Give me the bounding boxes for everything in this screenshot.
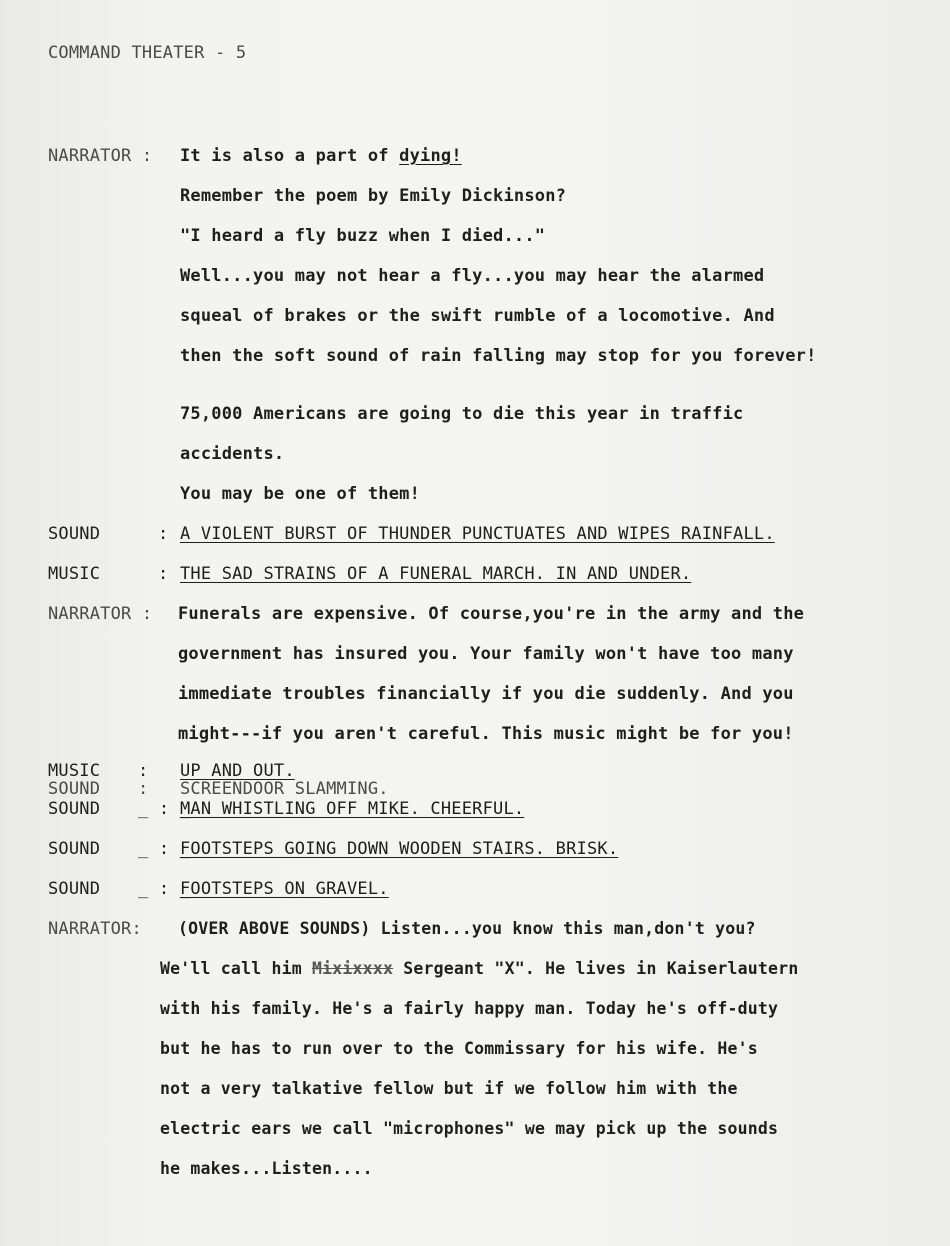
cue-label: SOUND	[48, 879, 101, 899]
narration-text: Sergeant "X". He lives in Kaiserlautern	[393, 959, 799, 978]
narration-line: but he has to run over to the Commissary for his wife. He's	[160, 1039, 758, 1058]
narrator-speaker-3: NARRATOR:	[48, 919, 142, 939]
narration-line: might---if you aren't careful. This music might be for you!	[178, 724, 794, 744]
narration-line: You may be one of them!	[180, 484, 421, 504]
narration-line: with his family. He's a fairly happy man. Today he's off-duty	[160, 999, 779, 1018]
cue-label: MUSIC	[48, 564, 101, 584]
struck-text: Mixixxxx	[312, 959, 394, 978]
cue-colon: :	[138, 779, 149, 799]
narration-line: Remember the poem by Emily Dickinson?	[180, 186, 567, 206]
cue-label: SOUND	[48, 779, 101, 799]
narration-line: "I heard a fly buzz when I died..."	[180, 226, 546, 246]
cue-label: SOUND	[48, 839, 101, 859]
narration-line: then the soft sound of rain falling may stop for you forever!	[180, 346, 817, 366]
cue-label: SOUND	[48, 799, 101, 819]
narration-line	[180, 145, 462, 167]
cue-text: THE SAD STRAINS OF A FUNERAL MARCH. IN AND UNDER.	[180, 564, 692, 584]
page-header: COMMAND THEATER - 5	[48, 43, 247, 63]
narration-line	[160, 958, 798, 980]
cue-colon: _ : _	[138, 799, 191, 819]
cue-colon: :	[158, 524, 169, 544]
emphasis-dying: dying!	[399, 146, 462, 166]
narration-text: It is also a part of	[180, 146, 400, 166]
cue-colon: _ : _	[138, 839, 191, 859]
cue-colon: :	[138, 761, 149, 781]
narrator-speaker-1: NARRATOR :	[48, 146, 153, 166]
narration-line: not a very talkative fellow but if we follow him with the	[160, 1079, 738, 1098]
narration-line: 75,000 Americans are going to die this year in traffic	[180, 404, 744, 424]
sound-cue	[48, 838, 618, 860]
narration-line: Well...you may not hear a fly...you may hear the alarmed	[180, 266, 765, 286]
cue-text: SCREENDOOR SLAMMING.	[180, 779, 389, 799]
narration-line: immediate troubles financially if you die suddenly. And you	[178, 684, 794, 704]
sound-cue	[48, 878, 389, 900]
music-cue	[48, 563, 691, 585]
cue-text: A VIOLENT BURST OF THUNDER PUNCTUATES AND WIPES RAINFALL.	[180, 524, 775, 544]
narration-line: Funerals are expensive. Of course,you're in the army and the	[178, 604, 805, 624]
cue-text: FOOTSTEPS GOING DOWN WOODEN STAIRS. BRISK.	[180, 839, 619, 859]
narration-line: squeal of brakes or the swift rumble of a locomotive. And	[180, 306, 775, 326]
sound-cue	[48, 798, 524, 820]
sound-cue	[48, 778, 389, 800]
cue-text: MAN WHISTLING OFF MIKE. CHEERFUL.	[180, 799, 525, 819]
cue-colon: _ : _	[138, 879, 191, 899]
cue-text: UP AND OUT.	[180, 761, 295, 781]
cue-label: SOUND	[48, 524, 101, 544]
narration-line: accidents.	[180, 444, 285, 464]
narration-line: (OVER ABOVE SOUNDS) Listen...you know this man,don't you?	[178, 919, 756, 938]
cue-label: MUSIC	[48, 761, 101, 781]
sound-cue	[48, 523, 775, 545]
narration-line: government has insured you. Your family won't have too many	[178, 644, 794, 664]
narration-line: he makes...Listen....	[160, 1159, 373, 1178]
cue-text: FOOTSTEPS ON GRAVEL.	[180, 879, 389, 899]
cue-colon: :	[158, 564, 169, 584]
narrator-speaker-2: NARRATOR :	[48, 604, 153, 624]
narration-text: We'll call him	[160, 959, 313, 978]
narration-line: electric ears we call "microphones" we may pick up the sounds	[160, 1119, 779, 1138]
